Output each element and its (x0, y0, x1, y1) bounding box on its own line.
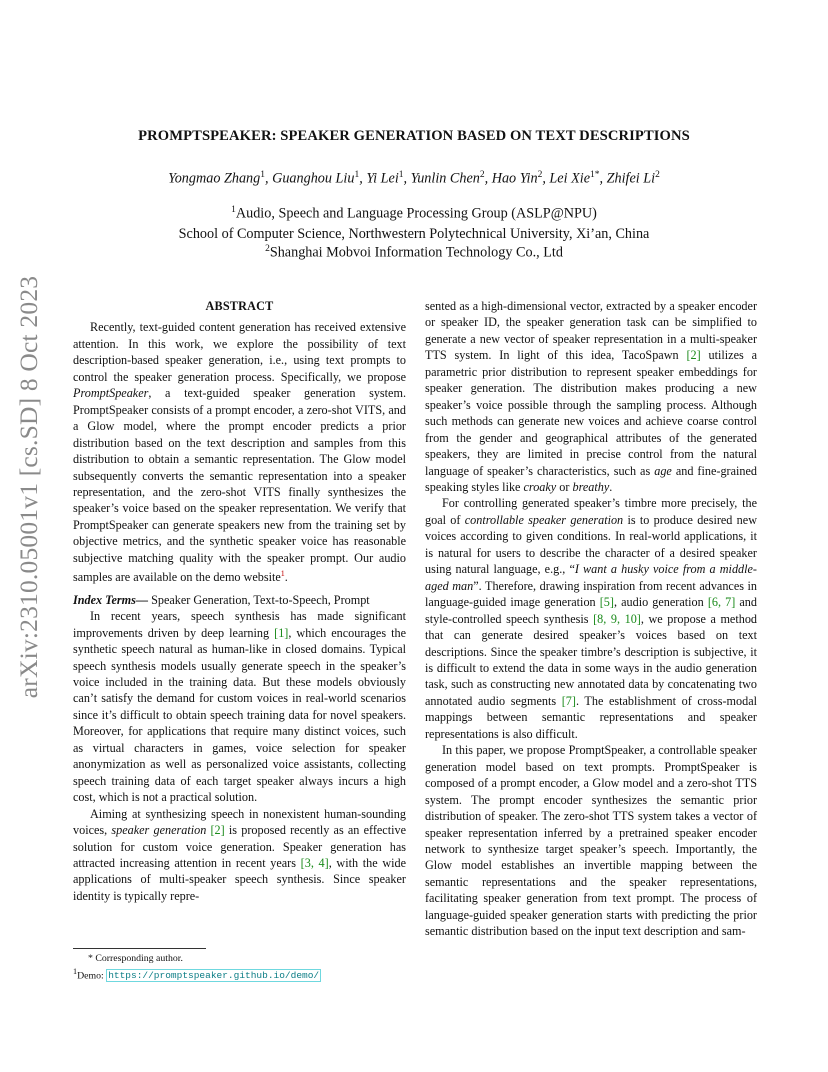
intro-paragraph-1: In recent years, speech synthesis has made significant improvements driven by deep learning [1], which encourages the synthetic speech natural as human-like in closed domains. Typical speech synthesis models usually generate speech in the speaker’s voice included in the training data. But these models obviously can’t satisfy the demand for custom voices in real-world scenarios since it’s difficult to obtain speech training data for novel speakers. Moreover, for applications that require many distinct voices, such as virtual characters in games, voice selection for speaker anonymization as well as personalized voice assistants, collecting speech training data of each target speaker always incurs a high cost, which is not a practical solution. (73, 609, 406, 805)
author-name: Lei Xie (549, 170, 591, 187)
author-affil-mark: 1 (354, 170, 360, 180)
affiliation-line-2: School of Computer Science, Northwestern Polytechnical University, Xi’an, China (178, 226, 650, 242)
abstract-heading: ABSTRACT (205, 299, 274, 313)
author-affil-mark: 1 (398, 170, 404, 180)
author-affil-mark: 2 (479, 170, 485, 180)
intro-paragraph-2: Aiming at synthesizing speech in nonexistent human-sounding voices, speaker generation [2] is proposed recently as an effective solution for custom voice generation. Speaker generation has attracted increasing attention in recent years [3, 4], with the wide applications of multi-speaker speech synthesis. Since speaker identity is typically repre- (73, 806, 407, 903)
author-affil-mark: 2 (537, 170, 543, 180)
right-column (425, 298, 757, 940)
affiliation-text: Audio, Speech and Language Processing Group (ASLP@NPU) (235, 205, 597, 222)
citation-link[interactable]: [7] (561, 693, 576, 708)
footnote-divider (73, 948, 206, 949)
footnotes (73, 952, 413, 982)
demo-footnote: $^1$Demo: https://promptspeaker.github.io/demo/ (73, 967, 320, 982)
citation-link[interactable]: [2] (686, 348, 701, 363)
author-affil-mark: 2 (655, 170, 660, 180)
index-terms: Index Terms— Speaker Generation, Text-to-Speech, Prompt (73, 592, 370, 607)
affiliation-mark: 1 (231, 205, 236, 215)
author-affil-mark: 1 (260, 170, 265, 180)
intro-paragraph-3: sented as a high-dimensional vector, extracted by a speaker encoder or speaker ID, the speaker generation task can be simplified to generate a new vector of speaker representation in a multi-speaker TTS system. In light of this idea, TacoSpawn [2] utilizes a parametric prior distribution to represent speaker embeddings for speaker generation. The distribution makes producing a new speaker’s voice possible through the sampling process. Although such methods can generate new voices and achieve coarse control from the gender and geographical attributes of the generated speakers, they are limited in precise control from the natural language of speaker’s characteristics, such as age and fine-grained speaking styles like croaky or breathy. (425, 299, 758, 494)
citation-link[interactable]: [5] (599, 595, 614, 610)
affiliation-text: Shanghai Mobvoi Information Technology Co., Ltd (269, 244, 563, 261)
author-name: Guanghou Liu (272, 170, 355, 187)
author-affil-mark: 1* (590, 170, 600, 180)
arxiv-identifier: arXiv:2310.05001v1 [cs.SD] 8 Oct 2023 (14, 275, 43, 699)
citation-link[interactable]: [6, 7] (707, 595, 736, 610)
paper-title: PROMPTSPEAKER: SPEAKER GENERATION BASED ON TEXT DESCRIPTIONS (138, 128, 690, 144)
citation-link[interactable]: [8, 9, 10] (593, 611, 641, 626)
corresponding-author-note: * Corresponding author. (88, 953, 183, 964)
citation-link[interactable]: [1] (274, 625, 289, 640)
author-name: Yunlin Chen (410, 170, 480, 187)
citation-link[interactable]: [2] (210, 823, 225, 838)
citation-link[interactable]: [3, 4] (300, 856, 329, 871)
left-column (73, 298, 406, 904)
index-terms-heading: Index Terms— (73, 592, 149, 607)
footnote-link[interactable]: 1 (280, 569, 285, 579)
footnote-number: 1 (73, 967, 78, 976)
abstract-paragraph: Recently, text-guided content generation has received extensive attention. In this work, we explore the possibility of text description-based speaker generation, i.e., using text prompts to control the speaker generation process. Specifically, we propose PromptSpeaker, a text-guided speaker generation system. PromptSpeaker consists of a prompt encoder, a zero-shot VITS, and a Glow model, where the prompt encoder predicts a prior distribution based on the text description and samples from this distribution to obtain a semantic representation. The Glow model subsequently converts the semantic representation into a speaker representation, and the zero-shot VITS finally synthesizes the speaker’s voice based on the speaker representation. We verify that PromptSpeaker can generate speakers new from the training set by objective metrics, and the synthetic speaker voice has reasonable subjective matching quality with the speaker prompt. Our audio samples are available on the demo website$^1$. (73, 320, 406, 585)
intro-paragraph-4: For controlling generated speaker’s timbre more precisely, the goal of controllable speaker generation is to produce desired new voices according to given conditions. In real-world applications, it is natural for users to describe the character of a desired speaker using natural language, e.g., “I want a husky voice from a middle-aged man”. Therefore, drawing inspiration from recent advances in language-guided image generation [5], audio generation [6, 7] and style-controlled speech synthesis [8, 9, 10], we propose a method that can generate desired speaker’s voices based on text descriptions. Since the speaker timbre’s description is subjective, it is difficult to extend the data in some ways in the audio generation task, such as constructing new annotated data by concatenating two annotated audio segments [7]. The establishment of cross-modal mappings between semantic representations and speaker representations is also difficult. (425, 496, 758, 741)
intro-paragraph-5: In this paper, we propose PromptSpeaker, a controllable speaker generation model based on text prompts. PromptSpeaker is composed of a prompt encoder, a Glow model and a zero-shot TTS system. The prompt encoder synthesizes the semantic prior distribution of speaker. The zero-shot TTS system takes a vector of speaker representation inferred by a pretrained speaker encoder network to synthesize target speaker’s speech. Importantly, the Glow model establishes an invertible mapping between the semantic representations and the speaker representations, facilitating speaker generation from text prompt. The process of language-guided speaker generation starts with predicting the prior semantic distribution based on the input text description and sam- (425, 743, 757, 939)
demo-url-link[interactable]: https://promptspeaker.github.io/demo/ (108, 970, 320, 982)
author-name: Yi Lei (366, 170, 399, 187)
author-name: Hao Yin (491, 170, 538, 187)
author-list: Yongmao Zhang$^1$, Guanghou Liu$^1$, Yi Lei$^1$, Yunlin Chen$^2$, Hao Yin$^2$, Lei Xie$^{1*}$, Zhifei Li$^2$ (168, 170, 660, 187)
author-name: Zhifei Li (606, 170, 656, 187)
affiliation-line-1 (0, 205, 828, 223)
affiliation-mark: 2 (265, 244, 270, 254)
author-name: Yongmao Zhang (168, 170, 261, 187)
affiliation-line-3 (0, 244, 828, 262)
arxiv-stamp (4, 275, 54, 699)
